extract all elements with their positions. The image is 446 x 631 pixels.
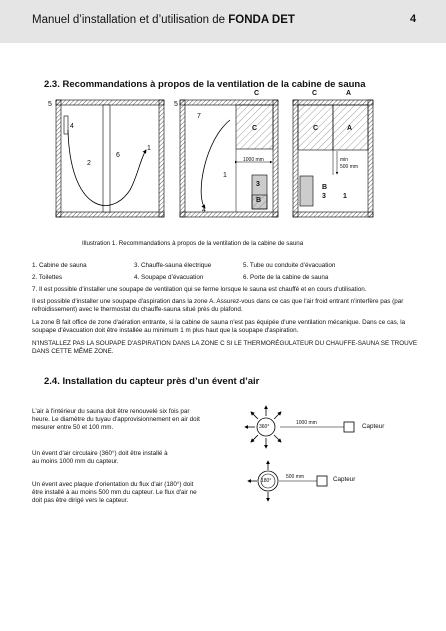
label-1000mm: 1000 mm (243, 157, 264, 163)
legend-item-1: 1. Cabine de sauna (32, 262, 87, 269)
paragraph-zone-a: Il est possible d'installer une soupape d'aspiration dans la zone A. Assurez-vous dans ce cas que l'air froid entrant n'interfère pas (par refroidissement) avec le thermostat du chauffe-sauna situé près du plafond. (32, 298, 404, 313)
label-c-top2: C (312, 90, 318, 97)
label-3a: 3 (256, 181, 260, 188)
sensor-paragraph-1: L'air à l'intérieur du sauna doit être renouvelé six fois par heure. Le diamètre du tuyau d'approvisionnement en air doit mesurer entre 50 et 100 mm. (32, 408, 200, 431)
page-number: 4 (410, 13, 417, 25)
label-1b: 1 (223, 172, 227, 179)
label-min: min (340, 157, 349, 163)
section-heading-sensor: 2.4. Installation du capteur près d’un évent d’air (44, 376, 260, 387)
label-4a: 4 (70, 123, 74, 130)
figure-caption: Illustration 1. Recommandations à propos de la ventilation de la cabine de sauna (82, 240, 304, 247)
label-1a: 1 (147, 145, 151, 152)
label-7: 7 (197, 113, 201, 120)
label-c-1: C (252, 125, 258, 132)
legend-item-2: 2. Toilettes (32, 274, 62, 281)
sensor-paragraph-3: Un évent avec plaque d'orientation du flux d'air (180°) doit être installé à au moins 500 mm du capteur. Le flux d'air ne doit pas être dirigé vers le capteur. (32, 481, 197, 504)
paragraph-zone-b: La zone B fait office de zone d'aération entrante, si la cabine de sauna n'est pas équipée d'une ventilation mécanique. Dans ce cas, la soupape d'évacuation doit être installée au minimum 1 m plus haut que la soupape d'aspiration. (32, 319, 406, 334)
sensor-2-icon (317, 476, 327, 486)
distance-500-label: 500 mm (286, 474, 305, 480)
legend-item-4: 4. Soupape d’évacuation (134, 274, 204, 281)
label-1c: 1 (343, 193, 347, 200)
distance-1000-label: 1000 mm (296, 420, 317, 426)
section-heading-ventilation: 2.3. Recommandations à propos de la ventilation de la cabine de sauna (44, 79, 366, 90)
paragraph-warning: N'INSTALLEZ PAS LA SOUPAPE D'ASPIRATION DANS LA ZONE C SI LE THERMORÉGULATEUR DU CHAUFFE-SAUNA SE TROUVE DANS CETTE MÊME ZONE. (32, 340, 418, 355)
vent-360-label: 360° (259, 424, 270, 430)
label-a: A (347, 125, 353, 132)
capteur-label-2: Capteur (333, 476, 356, 483)
label-2: 2 (87, 160, 91, 167)
label-5a: 5 (48, 101, 52, 108)
vent-180-label: 180° (261, 478, 272, 484)
paragraph-7: 7. Il est possible d'installer une soupape de ventilation qui se ferme lorsque le sauna est chauffé et en cours d'utilisation. (32, 286, 367, 293)
legend-item-6: 6. Porte de la cabine de sauna (243, 274, 329, 281)
legend-item-3: 3. Chauffe-sauna électrique (134, 262, 212, 269)
legend-item-5: 5. Tube ou conduite d’évacuation (243, 262, 336, 269)
sensor-paragraph-2: Un évent d'air circulaire (360°) doit être installé à au moins 1000 mm du capteur. (32, 450, 168, 465)
capteur-label-1: Capteur (362, 423, 385, 430)
label-500mm: 500 mm (340, 164, 359, 170)
label-5b: 5 (174, 101, 178, 108)
label-6: 6 (116, 152, 120, 159)
header-brand: FONDA DET (228, 14, 295, 26)
header-title-text: Manuel d’installation et d’utilisation de (32, 14, 229, 26)
label-b-2: B (322, 184, 328, 191)
label-b-1: B (256, 197, 262, 204)
label-4b: 4 (202, 207, 206, 214)
label-c-2: C (313, 125, 319, 132)
label-3b: 3 (322, 193, 326, 200)
sensor-1-icon (344, 422, 354, 432)
label-c-top1: C (254, 90, 260, 97)
label-a-top: A (346, 90, 352, 97)
